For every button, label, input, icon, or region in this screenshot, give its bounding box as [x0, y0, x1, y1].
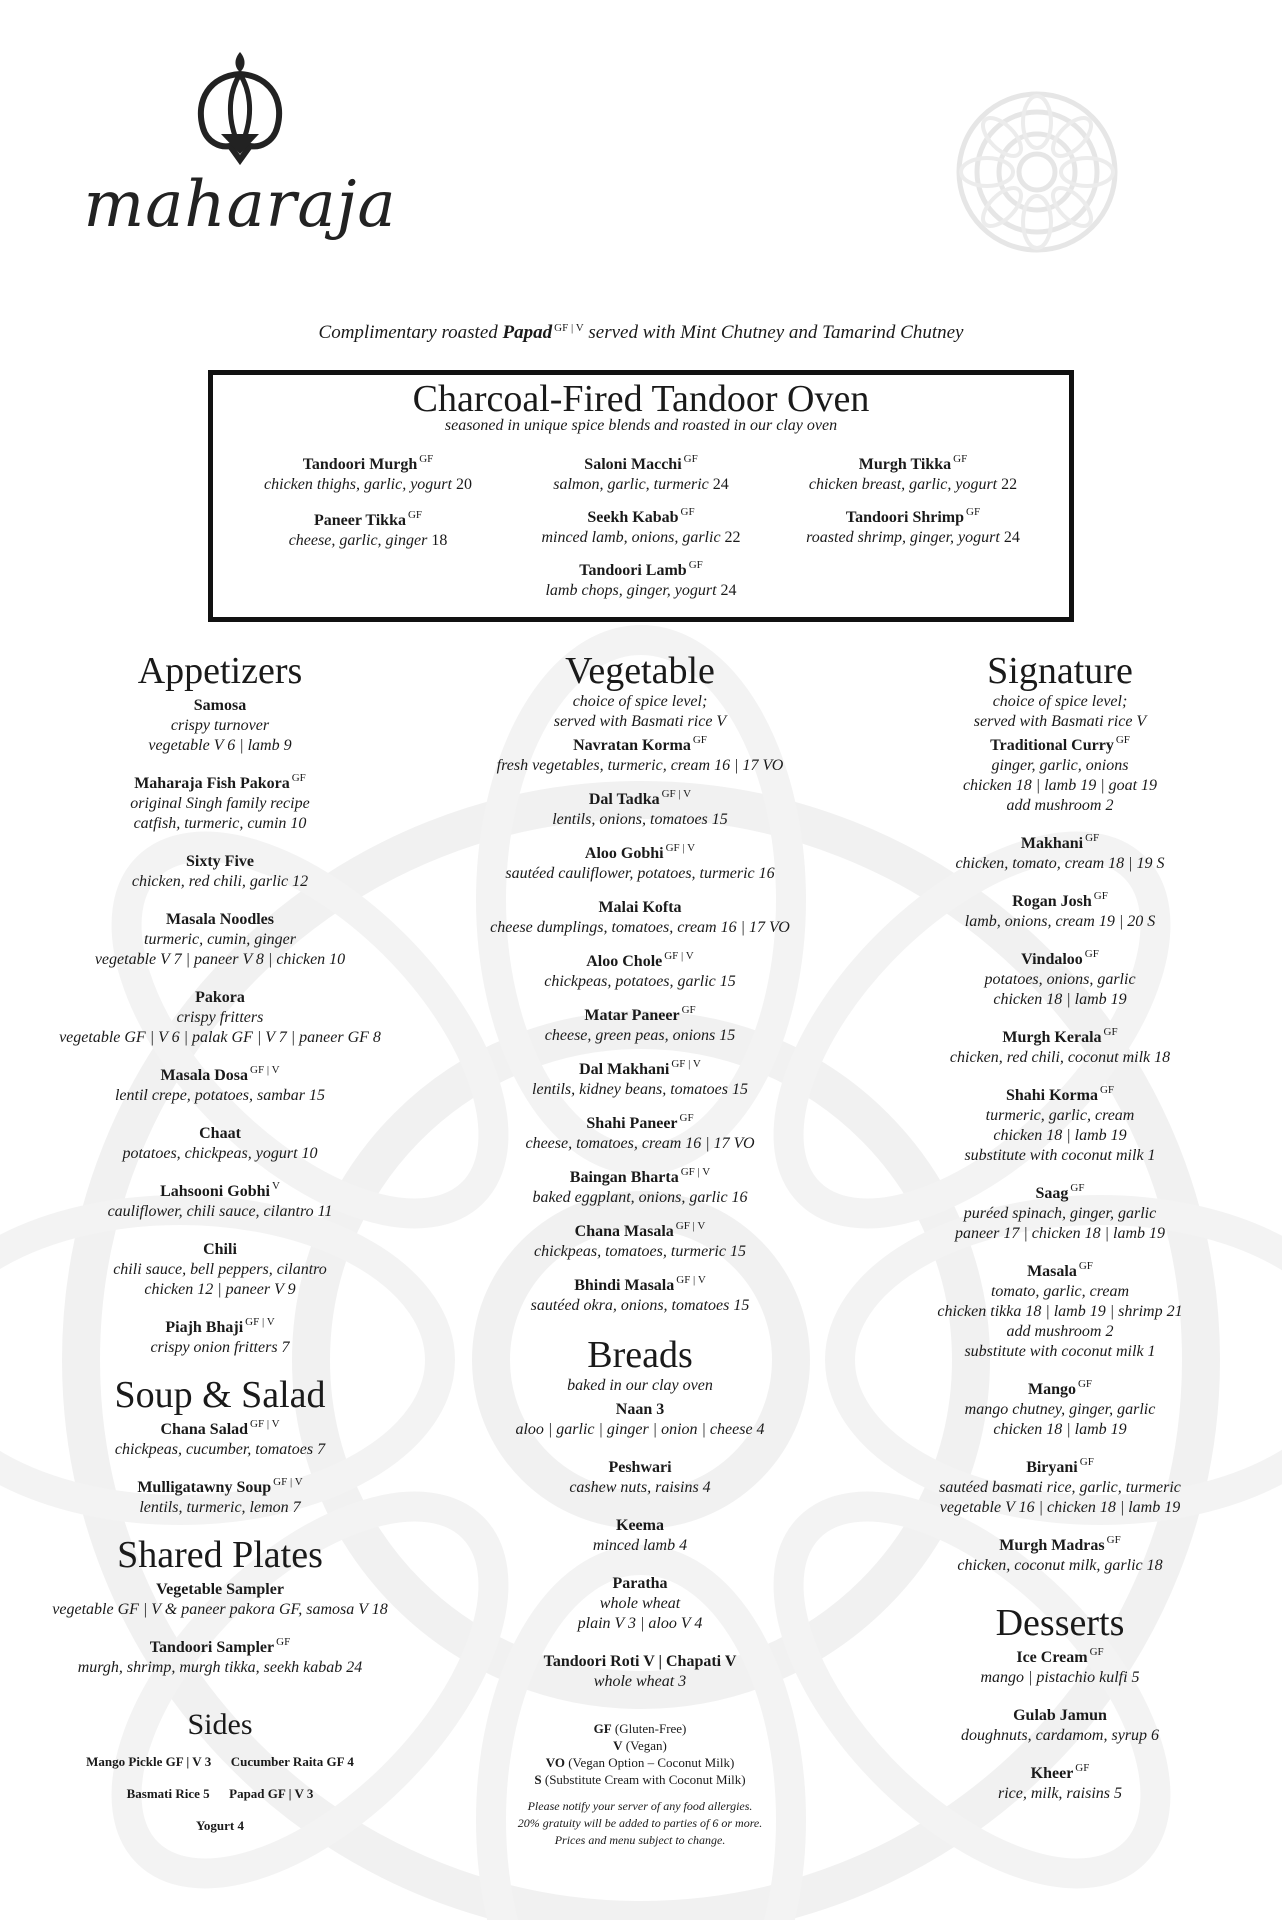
menu-item-description: chickpeas, potatoes, garlic 15 [544, 973, 736, 990]
signature-title: Signature [987, 650, 1133, 692]
menu-item-description: cheese, green peas, onions 15 [544, 1027, 736, 1044]
menu-item-name: Tandoori Sampler [149, 1639, 275, 1656]
menu-item [20, 774, 420, 834]
menu-item-description: crispy fritters [176, 1009, 264, 1026]
menu-item-name: Tandoori Roti V | Chapati V [543, 1653, 737, 1670]
sides-list [20, 1746, 420, 1842]
menu-item [440, 952, 840, 992]
dietary-tags: GF [1078, 1260, 1093, 1272]
menu-item-name: Vindaloo [1021, 951, 1083, 968]
menu-item-name: Mango [1027, 1381, 1076, 1398]
tandoor-item: Saloni Macchi $^{GF}$ salmon, garlic, turmeric 24 [553, 453, 729, 493]
menu-item-description: chicken tikka 18 | lamb 19 | shrimp 21 [937, 1303, 1183, 1320]
legend-item: GF (Gluten-Free) [593, 1721, 687, 1736]
menu-item [440, 1458, 840, 1498]
menu-item-description: lentils, kidney beans, tomatoes 15 [532, 1081, 748, 1098]
shared-plates-title: Shared Plates [117, 1534, 323, 1576]
middle-column [440, 650, 840, 1849]
menu-item-name: Shahi Paneer [586, 1115, 678, 1132]
menu-item [440, 898, 840, 938]
menu-item-description: chicken, red chili, coconut milk 18 [949, 1049, 1171, 1066]
dietary-tags: GF [1089, 1646, 1104, 1658]
menu-item-name: Makhani [1020, 835, 1084, 852]
dietary-tags: GF | V [665, 842, 696, 854]
appetizers-list [20, 696, 420, 1358]
menu-item-name: Vegetable Sampler [156, 1581, 284, 1598]
dietary-tags: GF | V [250, 1064, 280, 1076]
vegetable-list [440, 736, 840, 1316]
soup-salad-list [20, 1420, 420, 1518]
menu-item-description: paneer 17 | chicken 18 | lamb 19 [954, 1225, 1166, 1242]
menu-item-description: cashew nuts, raisins 4 [569, 1479, 711, 1496]
menu-item [440, 1060, 840, 1100]
desserts-title: Desserts [995, 1602, 1125, 1644]
menu-item-name: Bhindi Masala [574, 1277, 675, 1294]
menu-item [20, 1066, 420, 1106]
shared-plates-list [20, 1580, 420, 1678]
menu-item [20, 1240, 420, 1300]
menu-item-name: Maharaja Fish Pakora [134, 775, 290, 792]
sides-row: Yogurt 4 [195, 1818, 245, 1833]
menu-item-description: vegetable V 6 | lamb 9 [148, 737, 292, 754]
menu-item [860, 1764, 1260, 1804]
menu-item-name: Kheer [1030, 1765, 1074, 1782]
menu-item-name: Aloo Gobhi [584, 845, 664, 862]
menu-item-description: minced lamb 4 [592, 1537, 688, 1554]
menu-item-name: Mulligatawny Soup [137, 1479, 272, 1496]
menu-item-description: vegetable GF | V 6 | palak GF | V 7 | paneer GF 8 [59, 1029, 381, 1046]
dietary-tags: GF | V [676, 1274, 706, 1286]
dietary-tags: GF | V [273, 1476, 303, 1488]
policy-notice: Please notify your server of any food allergies. 20% gratuity will be added to parties of 6 or more. Prices and menu subject to change. [517, 1799, 763, 1847]
complimentary-note: Complimentary roasted Papad $^{GF | V}$ served with Mint Chutney and Tamarind Chutney [318, 322, 964, 343]
dietary-tags: GF | V [680, 1166, 711, 1178]
menu-item-name: Masala [1027, 1263, 1077, 1280]
dietary-legend [440, 1720, 840, 1788]
menu-item-description: chicken 18 | lamb 19 | goat 19 [962, 777, 1158, 794]
menu-item [440, 1114, 840, 1154]
menu-item-description: sautéed okra, onions, tomatoes 15 [530, 1297, 750, 1314]
menu-item [860, 1086, 1260, 1166]
menu-item-name: Saag [1035, 1185, 1069, 1202]
menu-item [440, 844, 840, 884]
menu-item [20, 696, 420, 756]
tandoor-item: Murgh Tikka $^{GF}$ chicken breast, garlic, yogurt 22 [808, 453, 1018, 493]
menu-item-name: Biryani [1026, 1459, 1078, 1476]
menu-item-description: lentils, turmeric, lemon 7 [139, 1499, 301, 1516]
menu-item-name: Ice Cream [1016, 1649, 1088, 1666]
dietary-tags: GF [1079, 1456, 1094, 1468]
menu-item-description: turmeric, cumin, ginger [144, 931, 296, 948]
dietary-tags: GF [1070, 1182, 1085, 1194]
right-column [860, 650, 1260, 1804]
menu-item-description: chicken 18 | lamb 19 [993, 991, 1127, 1008]
menu-item-description: chili sauce, bell peppers, cilantro [113, 1261, 327, 1278]
menu-item-description: vegetable V 16 | chicken 18 | lamb 19 [939, 1499, 1181, 1516]
tandoor-item: Paneer Tikka $^{GF}$ cheese, garlic, ginger 18 [288, 509, 448, 549]
menu-item [20, 1580, 420, 1620]
menu-item-name: Matar Paneer [584, 1007, 680, 1024]
menu-item-name: Rogan Josh [1012, 893, 1092, 910]
menu-item [860, 1648, 1260, 1688]
brand-logo [80, 50, 400, 240]
menu-item-name: Chana Salad [160, 1421, 249, 1438]
dietary-tags: GF [1075, 1762, 1090, 1774]
menu-item [860, 1262, 1260, 1362]
menu-item-description: lentil crepe, potatoes, sambar 15 [114, 1087, 326, 1104]
menu-item [440, 1222, 840, 1262]
menu-item-description: lamb, onions, cream 19 | 20 S [964, 913, 1156, 930]
menu-item [20, 1478, 420, 1518]
menu-item-description: baked eggplant, onions, garlic 16 [532, 1189, 748, 1206]
menu-item-description: chickpeas, tomatoes, turmeric 15 [534, 1243, 746, 1260]
dietary-tags: GF | V [245, 1316, 275, 1328]
menu-item-name: Aloo Chole [586, 953, 663, 970]
menu-item-name: Dal Makhani [579, 1061, 670, 1078]
signature-note-line: served with Basmati rice V [973, 713, 1147, 730]
menu-item-description: substitute with coconut milk 1 [964, 1147, 1156, 1164]
menu-item [440, 1652, 840, 1692]
dietary-tags: GF | V [661, 788, 692, 800]
breads-note: baked in our clay oven [567, 1377, 713, 1394]
menu-item-description: chicken 18 | lamb 19 [993, 1127, 1127, 1144]
dietary-tags: GF | V [675, 1220, 706, 1232]
signature-note-line: choice of spice level; [992, 693, 1128, 710]
menu-item-description: add mushroom 2 [1006, 1323, 1114, 1340]
menu-item-description: ginger, garlic, onions [991, 757, 1129, 774]
menu-item-description: mango chutney, ginger, garlic [964, 1401, 1156, 1418]
menu-item-description: vegetable GF | V & paneer pakora GF, samosa V 18 [52, 1601, 388, 1618]
menu-item-name: Chili [203, 1241, 237, 1258]
dietary-tags: GF [1077, 1378, 1093, 1390]
menu-item [860, 736, 1260, 816]
tandoor-subtitle: seasoned in unique spice blends and roasted in our clay oven [444, 417, 838, 434]
menu-item-description: original Singh family recipe [130, 795, 310, 812]
left-column [20, 650, 420, 1842]
menu-item-name: Sixty Five [186, 853, 254, 870]
menu-item-name: Masala Noodles [166, 911, 274, 928]
menu-item [440, 1400, 840, 1440]
menu-item-name: Chaat [199, 1125, 241, 1142]
menu-item [860, 1706, 1260, 1746]
menu-item [440, 1516, 840, 1556]
menu-item-name: Pakora [195, 989, 245, 1006]
appetizers-title: Appetizers [137, 650, 303, 692]
menu-item-description: add mushroom 2 [1006, 797, 1114, 814]
menu-item-name: Chana Masala [574, 1223, 674, 1240]
tandoor-title: Charcoal-Fired Tandoor Oven [412, 378, 870, 420]
menu-item-description: chicken, coconut milk, garlic 18 [957, 1557, 1163, 1574]
menu-item-description: turmeric, garlic, cream [985, 1107, 1135, 1124]
menu-item-name: Naan 3 [615, 1401, 665, 1418]
tandoor-item: Tandoori Murgh $^{GF}$ chicken thighs, garlic, yogurt 20 [264, 453, 472, 493]
menu-item-name: Keema [616, 1517, 664, 1534]
dietary-tags: GF [1106, 1534, 1121, 1546]
sides-row: Basmati Rice 5 Papad GF | V 3 [126, 1786, 314, 1801]
breads-list [440, 1400, 840, 1692]
dietary-tags: GF [1084, 948, 1099, 960]
menu-item-description: puréed spinach, ginger, garlic [963, 1205, 1157, 1222]
breads-title: Breads [587, 1334, 693, 1376]
menu-item [20, 1182, 420, 1222]
menu-item-description: chicken 12 | paneer V 9 [144, 1281, 296, 1298]
menu-item-name: Samosa [193, 697, 247, 714]
menu-item-name: Lahsooni Gobhi [160, 1183, 270, 1200]
menu-item [860, 892, 1260, 932]
dietary-tags: GF [1085, 832, 1100, 844]
corner-mandala-ornament [955, 90, 1120, 255]
menu-item [440, 736, 840, 776]
menu-item-description: crispy turnover [170, 717, 270, 734]
menu-item [440, 790, 840, 830]
menu-item-description: chicken, tomato, cream 18 | 19 S [955, 855, 1165, 872]
dietary-tags: GF [1099, 1084, 1115, 1096]
dietary-tags: GF [692, 734, 707, 746]
tandoor-item: Seekh Kabab $^{GF}$ minced lamb, onions, garlic 22 [541, 506, 741, 546]
menu-item-name: Peshwari [608, 1459, 672, 1476]
menu-item-description: murgh, shrimp, murgh tikka, seekh kabab 24 [77, 1659, 363, 1676]
dietary-tags: GF | V [671, 1058, 701, 1070]
menu-item-description: crispy onion fritters 7 [150, 1339, 290, 1356]
menu-item-description: cheese dumplings, tomatoes, cream 16 | 17 VO [490, 919, 790, 936]
tandoor-item: Tandoori Lamb $^{GF}$ lamb chops, ginger, yogurt 24 [545, 559, 737, 599]
legend-item: S (Substitute Cream with Coconut Milk) [534, 1772, 746, 1787]
menu-item [440, 1574, 840, 1634]
menu-item-description: chicken, red chili, garlic 12 [131, 873, 309, 890]
dietary-tags: GF [1103, 1026, 1118, 1038]
menu-item [860, 950, 1260, 1010]
legend-item: V (Vegan) [613, 1738, 667, 1753]
menu-item [20, 910, 420, 970]
soup-salad-title: Soup & Salad [114, 1374, 326, 1416]
tandoor-section [208, 370, 1074, 622]
menu-item [20, 1124, 420, 1164]
menu-item-description: fresh vegetables, turmeric, cream 16 | 17 VO [496, 757, 784, 774]
menu-item [860, 834, 1260, 874]
menu-item [860, 1184, 1260, 1244]
vegetable-title: Vegetable [565, 650, 715, 692]
desserts-list [860, 1648, 1260, 1804]
dietary-tags: GF | V [664, 950, 694, 962]
menu-item [20, 852, 420, 892]
menu-item-description: sautéed cauliflower, potatoes, turmeric 16 [505, 865, 775, 882]
turban-icon [185, 50, 295, 170]
dietary-tags: GF [276, 1636, 291, 1648]
menu-item-description: plain V 3 | aloo V 4 [577, 1615, 703, 1632]
menu-item [860, 1458, 1260, 1518]
menu-item-description: doughnuts, cardamom, syrup 6 [960, 1727, 1160, 1744]
signature-list [860, 736, 1260, 1576]
menu-item-description: tomato, garlic, cream [990, 1283, 1130, 1300]
menu-item-name: Navratan Korma [573, 737, 691, 754]
menu-item-name: Traditional Curry [990, 737, 1114, 754]
menu-item-description: whole wheat 3 [593, 1673, 687, 1690]
dietary-tags: V [271, 1180, 280, 1192]
menu-item-name: Murgh Madras [999, 1537, 1105, 1554]
menu-item [860, 1028, 1260, 1068]
menu-item-description: mango | pistachio kulfi 5 [980, 1669, 1140, 1686]
sides-title: Sides [187, 1708, 253, 1741]
menu-item-description: chickpeas, cucumber, tomatoes 7 [114, 1441, 326, 1458]
menu-item-description: cheese, tomatoes, cream 16 | 17 VO [525, 1135, 755, 1152]
dietary-tags: GF [291, 772, 306, 784]
legend-item: VO (Vegan Option – Coconut Milk) [545, 1755, 735, 1770]
dietary-tags: GF [679, 1112, 694, 1124]
menu-item-name: Paratha [612, 1575, 668, 1592]
menu-item-description: vegetable V 7 | paneer V 8 | chicken 10 [94, 951, 346, 968]
menu-item [860, 1536, 1260, 1576]
menu-item-name: Gulab Jamun [1013, 1707, 1107, 1724]
menu-item-name: Shahi Korma [1005, 1087, 1098, 1104]
menu-item-description: aloo | garlic | ginger | onion | cheese 4 [515, 1421, 765, 1438]
menu-item-name: Dal Tadka [588, 791, 660, 808]
menu-item [440, 1006, 840, 1046]
menu-item-description: whole wheat [599, 1595, 681, 1612]
menu-item-name: Piajh Bhaji [165, 1319, 244, 1336]
menu-item [20, 988, 420, 1048]
menu-item [860, 1380, 1260, 1440]
sides-row: Mango Pickle GF | V 3 Cucumber Raita GF 4 [86, 1754, 354, 1769]
menu-item-description: substitute with coconut milk 1 [964, 1343, 1156, 1360]
dietary-tags: GF | V [250, 1418, 280, 1430]
vegetable-note-line: served with Basmati rice V [553, 713, 727, 730]
menu-item-name: Masala Dosa [160, 1067, 249, 1084]
menu-item-description: lentils, onions, tomatoes 15 [552, 811, 728, 828]
menu-item-description: catfish, turmeric, cumin 10 [133, 815, 307, 832]
dietary-tags: GF [1115, 734, 1130, 746]
menu-item-description: rice, milk, raisins 5 [998, 1785, 1122, 1802]
menu-item-name: Baingan Bharta [569, 1169, 679, 1186]
brand-wordmark: maharaja [83, 168, 397, 242]
menu-item-description: cauliflower, chili sauce, cilantro 11 [107, 1203, 333, 1220]
menu-item [20, 1318, 420, 1358]
tandoor-item: Tandoori Shrimp $^{GF}$ roasted shrimp, ginger, yogurt 24 [806, 506, 1020, 546]
menu-item-name: Malai Kofta [598, 899, 682, 916]
menu-item [440, 1276, 840, 1316]
vegetable-note-line: choice of spice level; [572, 693, 708, 710]
dietary-tags: GF [681, 1004, 696, 1016]
menu-item-description: sautéed basmati rice, garlic, turmeric [939, 1479, 1181, 1496]
dietary-tags: GF [1093, 890, 1108, 902]
menu-item-description: potatoes, chickpeas, yogurt 10 [122, 1145, 318, 1162]
menu-item-name: Murgh Kerala [1002, 1029, 1102, 1046]
menu-item [20, 1638, 420, 1678]
menu-item [440, 1168, 840, 1208]
menu-item [20, 1420, 420, 1460]
menu-item-description: chicken 18 | lamb 19 [993, 1421, 1127, 1438]
menu-item-description: potatoes, onions, garlic [984, 971, 1136, 988]
